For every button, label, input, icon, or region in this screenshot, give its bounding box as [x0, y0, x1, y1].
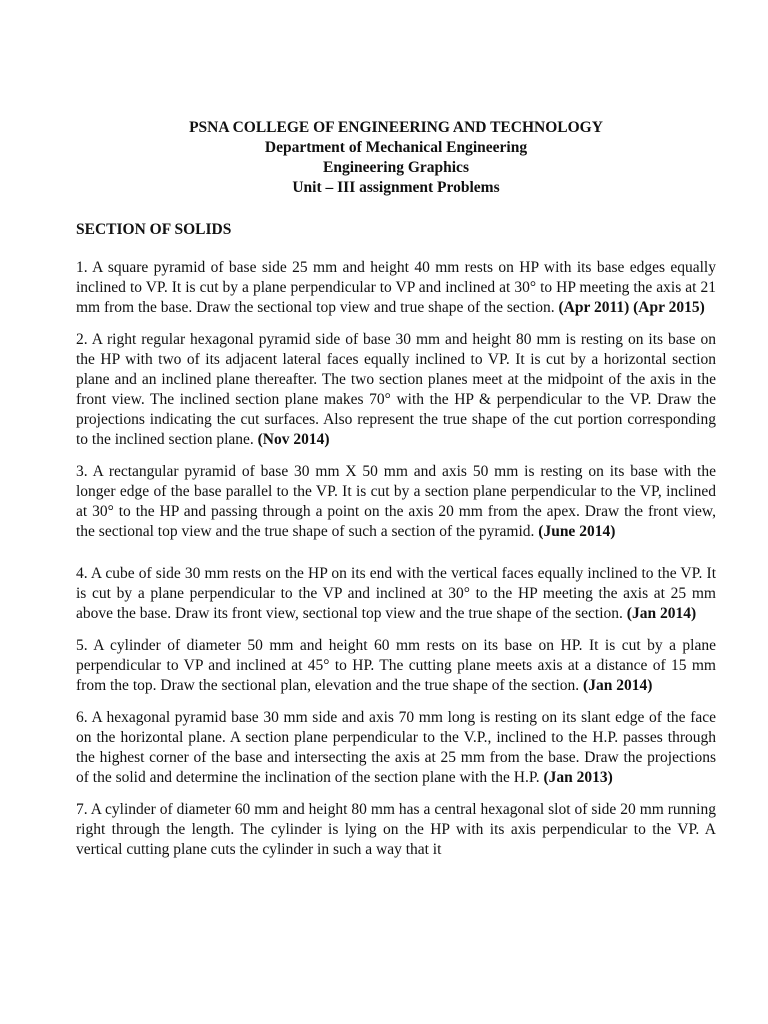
subject-name: Engineering Graphics: [323, 159, 469, 176]
problem-2: [76, 330, 716, 450]
document-page: [76, 118, 716, 860]
problem-text: 7. A cylinder of diameter 60 mm and height 80 mm has a central hexagonal slot of side 20 mm running right through the length. The cylinder is lying on the HP with its axis perpendicular to the VP. A vertical cutting plane cuts the cylinder in such a way that it: [76, 801, 716, 858]
college-name: PSNA COLLEGE OF ENGINEERING AND TECHNOLOGY: [189, 119, 603, 136]
exam-reference: (June 2014): [538, 523, 616, 540]
problem-text: 6. A hexagonal pyramid base 30 mm side and axis 70 mm long is resting on its slant edge of the face on the horizontal plane. A section plane perpendicular to the V.P., inclined to the H.P. passes through the highest corner of the base and intersecting the axis at 25 mm from the base. Draw the projections of the solid and determine the inclination of the section plane with the H.P.: [76, 709, 716, 786]
unit-title: Unit – III assignment Problems: [292, 179, 500, 196]
problem-3: [76, 462, 716, 542]
problem-text: 3. A rectangular pyramid of base 30 mm X 50 mm and axis 50 mm is resting on its base with the longer edge of the base parallel to the VP. It is cut by a section plane perpendicular to the VP, inclined at 30° to the HP and passing through a point on the axis 20 mm from the apex. Draw the front view, the sectional top view and the true shape of such a section of the pyramid.: [76, 463, 716, 540]
section-title: SECTION OF SOLIDS: [76, 221, 232, 238]
exam-reference: (Jan 2014): [583, 677, 653, 694]
department-name: Department of Mechanical Engineering: [264, 139, 528, 156]
problem-5: [76, 636, 716, 696]
problem-text: 2. A right regular hexagonal pyramid side of base 30 mm and height 80 mm is resting on its base on the HP with two of its adjacent lateral faces equally inclined to VP. It is cut by a horizontal section plane and an inclined plane thereafter. The two section planes meet at the midpoint of the axis in the front view. The inclined section plane makes 70° with the HP & perpendicular to the VP. Draw the projections indicating the cut surfaces. Also represent the true shape of the cut portion corresponding to the inclined section plane.: [76, 331, 716, 448]
exam-reference: (Nov 2014): [257, 431, 330, 448]
exam-reference: (Jan 2014): [626, 605, 697, 622]
problem-7: [76, 800, 716, 860]
exam-reference: (Jan 2013): [543, 769, 613, 786]
problem-4: [76, 564, 716, 624]
problem-1: [76, 258, 716, 318]
exam-reference: (Apr 2011) (Apr 2015): [558, 299, 705, 316]
problem-text: 5. A cylinder of diameter 50 mm and height 60 mm rests on its base on HP. It is cut by a plane perpendicular to VP and inclined at 45° to HP. The cutting plane meets axis at a distance of 15 mm from the top. Draw the sectional plan, elevation and the true shape of the section.: [76, 637, 716, 694]
document-header: [76, 118, 716, 198]
problem-6: [76, 708, 716, 788]
problem-text: 1. A square pyramid of base side 25 mm and height 40 mm rests on HP with its base edges equally inclined to VP. It is cut by a plane perpendicular to VP and inclined at 30° to HP meeting the axis at 21 mm from the base. Draw the sectional top view and true shape of the section.: [76, 259, 716, 316]
problem-text: 4. A cube of side 30 mm rests on the HP on its end with the vertical faces equally inclined to the VP. It is cut by a plane perpendicular to the VP and inclined at 30° to the HP meeting the axis at 25 mm above the base. Draw its front view, sectional top view and the true shape of the section.: [76, 565, 716, 622]
